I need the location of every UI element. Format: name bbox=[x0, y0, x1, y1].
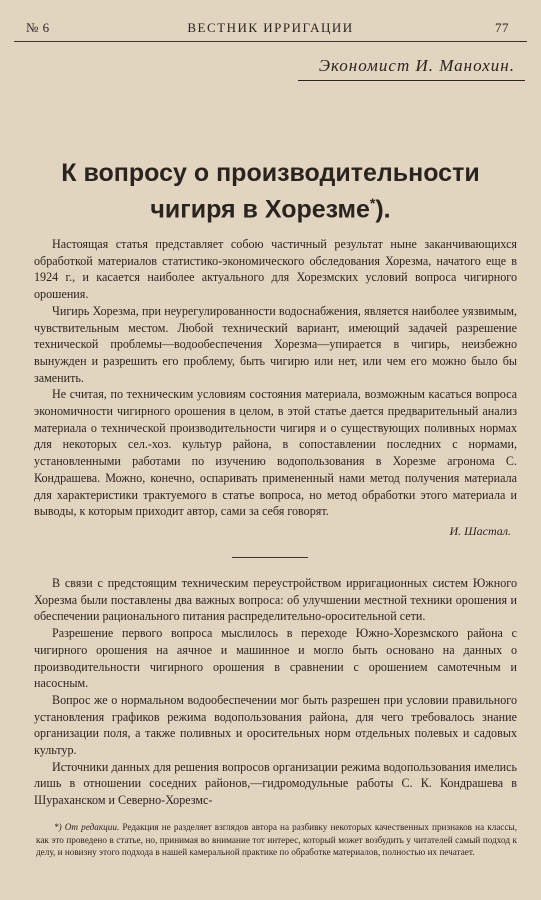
footnote-paragraph bbox=[36, 821, 517, 859]
article-title bbox=[20, 158, 521, 224]
editorial-intro bbox=[34, 236, 517, 520]
body-paragraph: В связи с предстоящим техническим переустройством ирригационных систем Южного Хорезма были поставлены два важных вопроса: об улучшении местной техники орошения и обеспечении рационального питания распределительно-оросительной сети. bbox=[34, 576, 517, 624]
journal-title: ВЕСТНИК ИРРИГАЦИИ bbox=[187, 20, 354, 35]
title-line-2-text: чигиря в Хорезме bbox=[150, 195, 370, 224]
page-number: 77 bbox=[495, 20, 509, 35]
issue-number: № 6 bbox=[26, 20, 50, 35]
title-line-2 bbox=[20, 188, 521, 224]
title-line-1: К вопросу о производительности bbox=[61, 159, 480, 187]
header-rule bbox=[14, 41, 527, 42]
footnote-mark: *) От редакции. bbox=[54, 822, 120, 832]
footnote-text: Редакция не разделяет взглядов автора на разбивку некоторых качественных признаков на классы, как это проведено в статье, но, принимая во внимание тот интерес, который может возбудить у читателей самый подход к делу, и новизну этого подхода в нашей камеральной практике по обработке материалов, полностью их печатает. bbox=[36, 822, 518, 858]
body-paragraph: Источники данных для решения вопросов организации режима водопользования имелись лишь в отношении соседних районов,—гидромодульные работы С. К. Кондрашева в Шураханском и Северно-Хорезмс- bbox=[34, 759, 517, 808]
editorial-footnote bbox=[36, 821, 517, 859]
author-underline bbox=[298, 80, 525, 81]
intro-signature: И. Шастал. bbox=[449, 524, 511, 538]
body-paragraph: Вопрос же о нормальном водообеспечении мог быть разрешен при условии правильного установления графиков режима водопользования района, для чего требовалось знание организации поля, а также поливных и оросительных норм отдельных полевых и садовых культур. bbox=[34, 692, 517, 758]
body-paragraph: Разрешение первого вопроса мыслилось в переходе Южно-Хорезмского района с чигирного орошения на аячное и машинное и могло быть основано на данных о производительности чигирного орошения в сравнении с орошением самотечным и насосным. bbox=[34, 626, 517, 691]
article-author: Экономист И. Манохин. bbox=[318, 56, 515, 75]
title-footnote-mark: * bbox=[369, 195, 376, 211]
intro-paragraph: Настоящая статья представляет собою частичный результат ныне заканчивающихся обработкой материалов статистико-экономического обследования Хорезма, начатого еще в 1924 г., и касается наиболее актуального для Хорезмских условий вопроса чигирного орошения. bbox=[34, 237, 517, 302]
section-divider bbox=[232, 557, 308, 558]
article-body bbox=[34, 575, 517, 809]
intro-paragraph: Не считая, по техническим условиям состояния материала, возможным касаться вопроса экономичности чигирного орошения в целом, в этой статье дается предварительный анализ материала о технической производительности чигиря и о существующих поливных нормах для некоторых сел.-хоз. культур района, в сопоставлении последних с нормами, установленными работами по изучению водопользования в Хорезме агронома С. Кондрашева. Можно, конечно, оспаривать примененный нами метод получения материала для характеристики трактуемого в статье вопроса, но метод обработки этого материала и выводы, к которым приходит автор, сами за себя говорят. bbox=[34, 387, 517, 519]
title-end: ). bbox=[375, 195, 391, 224]
intro-paragraph: Чигирь Хорезма, при неурегулированности водоснабжения, является наиболее уязвимым, чувствительным местом. Любой технический вариант, имеющий задачей разрешение технической проблемы—водообеспечения Хорезма—упирается в чигирь, неизбежно вынужден и разрешить его проблему, быть чигирю или нет, или чем его можно было бы заменить. bbox=[34, 303, 517, 385]
running-head bbox=[14, 20, 527, 40]
